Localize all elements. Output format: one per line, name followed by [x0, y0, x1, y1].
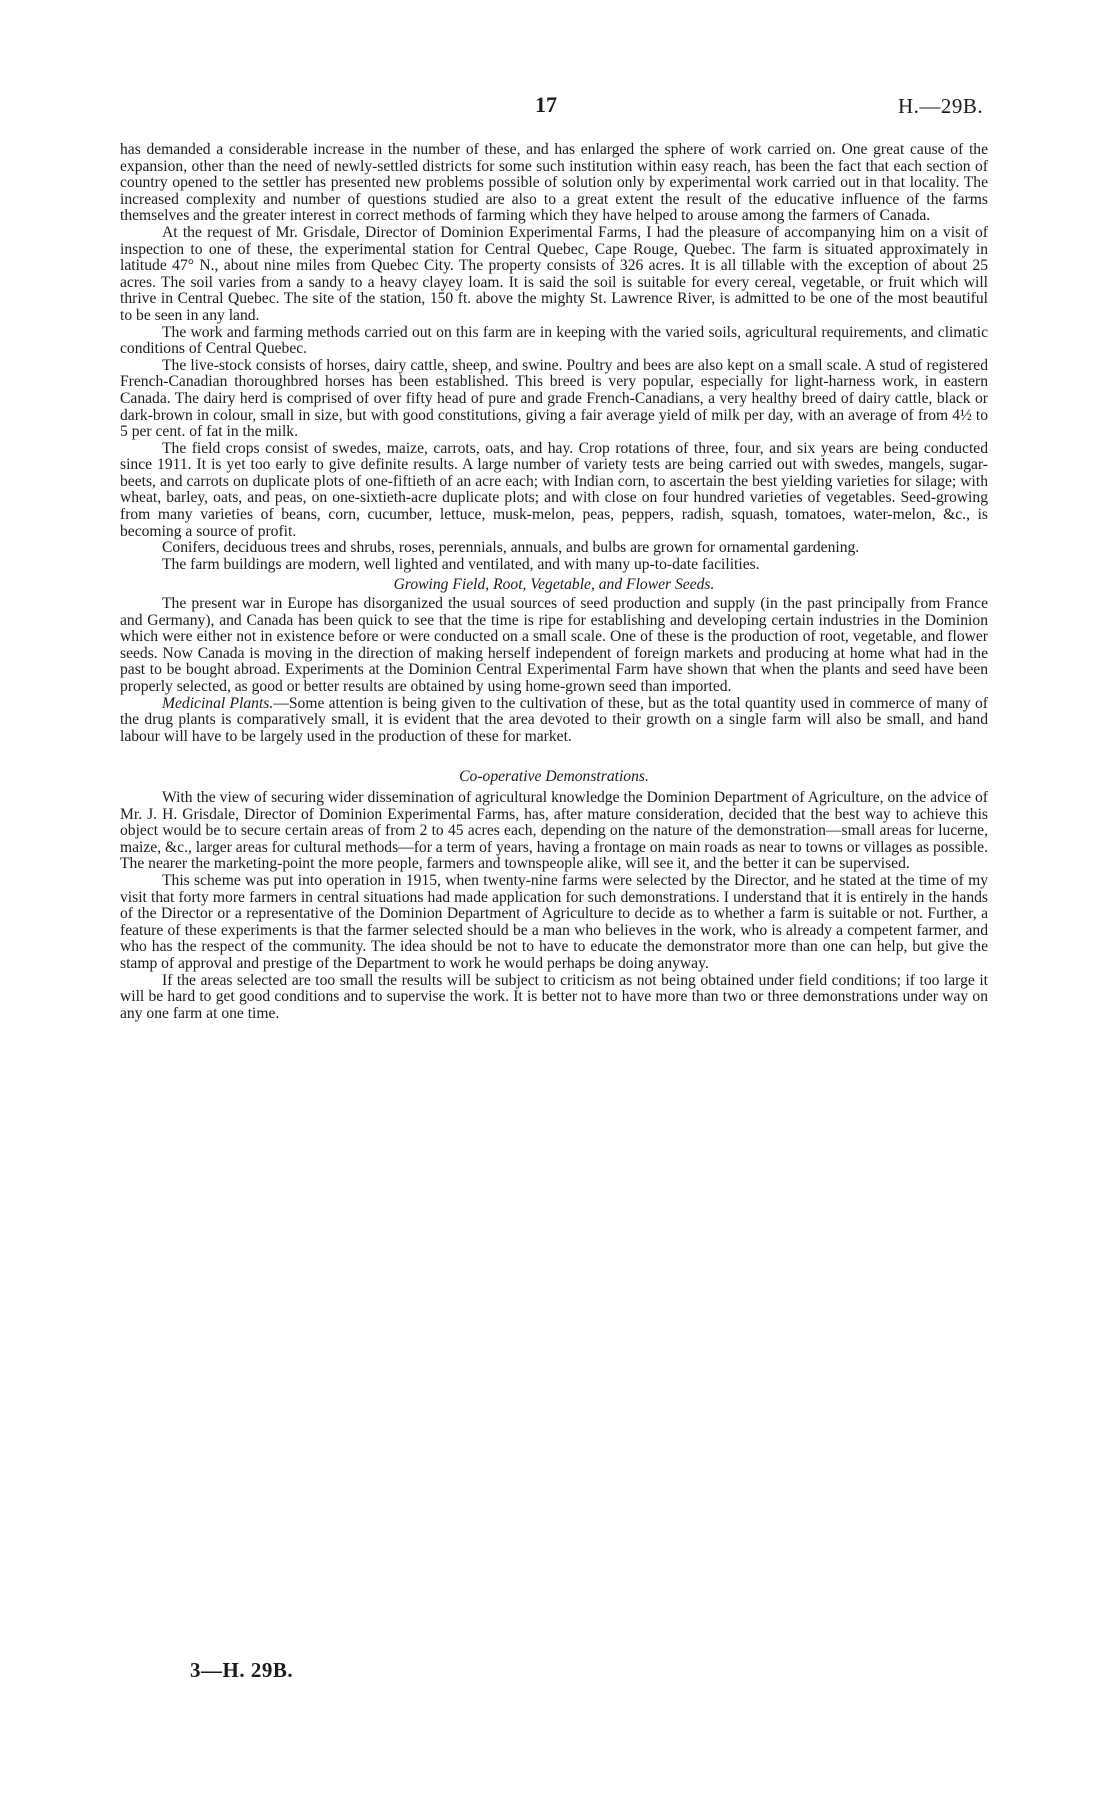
page-number: 17: [535, 92, 557, 117]
paragraph-farming-methods: The work and farming methods carried out on this farm are in keeping with the varied soils, agricultural requirements, and climatic conditions of Central Quebec.: [120, 323, 988, 358]
body-text: [120, 142, 988, 1022]
paragraph-field-crops: The field crops consist of swedes, maize, carrots, oats, and hay. Crop rotations of three, four, and six years are being conducted since 1911. It is yet too early to give definite results. A large number of variety tests are being carried out with swedes, mangels, sugar-beets, and carrots on duplicate plots of one-fiftieth of an acre each; with Indian corn, to ascertain the best yielding varieties for silage; with wheat, barley, oats, and peas, on one-sixtieth-acre duplicate plots; and with close on four hundred varieties of vegetables. Seed-growing from many varieties of beans, corn, cucumber, lettuce, musk-melon, peas, peppers, radish, squash, tomatoes, water-melon, &c., is becoming a source of profit.: [120, 439, 988, 540]
paragraph-war-seed-supply: The present war in Europe has disorganized the usual sources of seed production and supply (in the past principally from France and Germany), and Canada has been quick to see that the time is ripe for establishing and developing certain industries in the Dominion which were either not in existence before or were conducted on a small scale. One of these is the production of root, vegetable, and flower seeds. Now Canada is moving in the direction of making herself independent of foreign markets and producing at home what had in the past to be bought abroad. Experiments at the Dominion Central Experimental Farm have shown that when the plants and seed have been properly selected, as good or better results are obtained by using home-grown seed than imported.: [120, 595, 988, 695]
paragraph-medicinal-plants: [120, 696, 988, 746]
document-reference: H.—29B.: [898, 94, 984, 118]
signature-mark: 3—H. 29B.: [190, 1658, 294, 1682]
paragraph-scheme-1915: This scheme was put into operation in 1915, when twenty-nine farms were selected by the Director, and he stated at the time of my visit that forty more farmers in central situations had made application for such demonstrations. I understand that it is entirely in the hands of the Director or a representative of the Dominion Department of Agriculture to decide as to whether a farm is suitable or not. Further, a feature of these experiments is that the farmer selected should be a man who believes in the work, who is already a competent farmer, and who has the respect of the community. The idea should be not to have to educate the demonstrator more than one can help, but give the stamp of approval and prestige of the Department to work he would perhaps be doing anyway.: [120, 871, 988, 972]
paragraph-area-size: If the areas selected are too small the results will be subject to criticism as not being obtained under field conditions; if too large it will be hard to get good conditions and to supervise the work. It is better not to have more than two or three demonstrations under way on any one farm at one time.: [120, 971, 988, 1022]
paragraph-wider-dissemination: With the view of securing wider dissemination of agricultural knowledge the Dominion Department of Agriculture, on the advice of Mr. J. H. Grisdale, Director of Dominion Experimental Farms, has, after mature consideration, decided that the best way to achieve this object would be to secure certain areas of from 2 to 45 acres each, depending on the nature of the demonstration—small areas for lucerne, maize, &c., larger areas for cultural methods—for a term of years, having a frontage on main roads as near to towns or villages as possible. The nearer the marketing-point the more people, farmers and townspeople alike, will see it, and the better it can be supervised.: [120, 788, 988, 873]
run-in-heading: Medicinal Plants.: [162, 694, 274, 712]
paragraph-grisdale-visit: At the request of Mr. Grisdale, Director of Dominion Experimental Farms, I had the pleasure of accompanying him on a visit of inspection to one of these, the experimental station for Central Quebec, Cape Rouge, Quebec. The farm is situated approximately in latitude 47° N., about nine miles from Quebec City. The property consists of 326 acres. It is all tillable with the exception of about 25 acres. The soil varies from a sandy to a heavy clayey loam. It is said the soil is suitable for every cereal, vegetable, or fruit which will thrive in Central Quebec. The site of the station, 150 ft. above the mighty St. Lawrence River, is admitted to be one of the most beautiful to be seen in any land.: [120, 223, 988, 324]
paragraph-farm-buildings: The farm buildings are modern, well lighted and ventilated, and with many up-to-date facilities.: [162, 555, 760, 573]
paragraph-conifers: Conifers, deciduous trees and shrubs, roses, perennials, annuals, and bulbs are grown for ornamental gardening.: [162, 539, 860, 557]
paragraph-continuation: has demanded a considerable increase in the number of these, and has enlarged the sphere of work carried on. One great cause of the expansion, other than the need of newly-settled districts for some such institution within easy reach, has been the fact that each section of country opened to the settler has presented new problems possible of solution only by experimental work carried out in that locality. The increased complexity and number of questions studied are also to a great extent the result of the educative influence of the farms themselves and the greater interest in correct methods of farming which they have helped to arouse among the farmers of Canada.: [120, 141, 988, 225]
paragraph-live-stock: The live-stock consists of horses, dairy cattle, sheep, and swine. Poultry and bees are also kept on a small scale. A stud of registered French-Canadian thoroughbred horses has been established. This breed is very popular, especially for light-harness work, in eastern Canada. The dairy herd is comprised of over fifty head of pure and grade French-Canadians, a very healthy breed of dairy cattle, black or dark-brown in colour, small in size, but with good constitutions, giving a fair average yield of milk per day, with an average of from 4½ to 5 per cent. of fat in the milk.: [120, 356, 988, 441]
section-heading-cooperative: Co-operative Demonstrations.: [459, 768, 649, 786]
paragraph-text: —Some attention is being given to the cultivation of these, but as the total quantity used in commerce of many of the drug plants is comparatively small, it is evident that the area devoted to their growth on a single farm will also be small, and hand labour will have to be largely used in the production of these for market.: [120, 694, 988, 745]
section-heading-seeds: Growing Field, Root, Vegetable, and Flower Seeds.: [393, 576, 715, 594]
